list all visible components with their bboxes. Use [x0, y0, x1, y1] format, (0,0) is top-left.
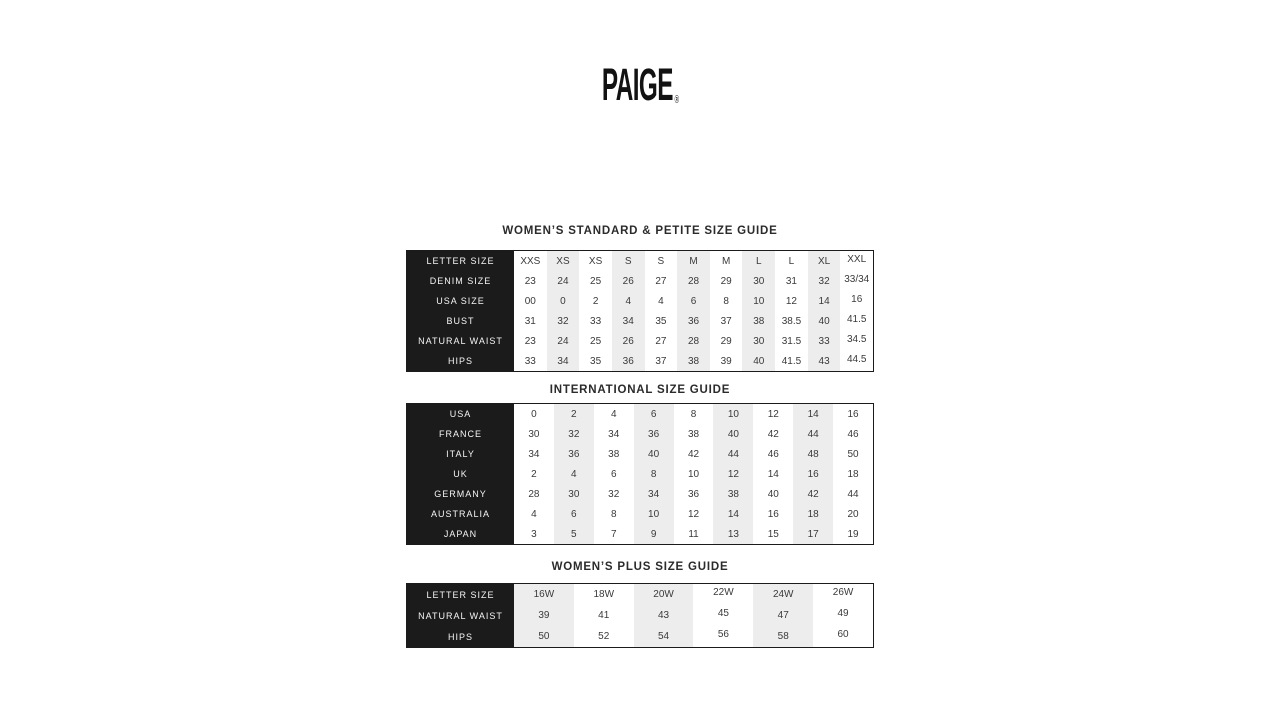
table-row [407, 584, 873, 605]
size-cell: 38 [608, 448, 620, 460]
size-cell: 00 [524, 295, 536, 307]
size-cell: 38 [742, 311, 775, 331]
size-cell: 18 [847, 468, 859, 480]
size-cell: 27 [655, 275, 667, 287]
size-cell: 17 [793, 524, 833, 544]
size-cell: 16 [847, 408, 859, 420]
size-cell: 16 [851, 293, 863, 305]
table-row [407, 484, 873, 504]
size-cell: 2 [531, 468, 537, 480]
table-row [407, 605, 873, 626]
table-row [407, 404, 873, 424]
size-cell: 41 [598, 610, 610, 621]
standard-petite-guide-section [406, 224, 874, 372]
size-cell: 36 [634, 424, 674, 444]
size-cell: 29 [720, 275, 732, 287]
size-cell: 31 [524, 315, 536, 327]
size-cell: 30 [554, 484, 594, 504]
size-cell: 31.5 [781, 335, 802, 347]
size-cell: 16W [514, 584, 574, 605]
size-cell: M [721, 255, 731, 267]
size-cell: 60 [837, 629, 849, 640]
size-cell: 25 [590, 335, 602, 347]
plus-guide-title: WOMEN’S PLUS SIZE GUIDE [551, 561, 729, 573]
row-header-italy: ITALY [407, 444, 514, 464]
size-cell: 28 [677, 331, 710, 351]
size-cell: 36 [687, 488, 700, 500]
table-row [407, 271, 873, 291]
table-row [407, 626, 873, 647]
table-row [407, 444, 873, 464]
size-cell: 50 [847, 448, 859, 460]
table-row [407, 424, 873, 444]
table-row [407, 251, 873, 271]
size-cell: 39 [514, 605, 574, 626]
size-cell: 4 [531, 508, 537, 520]
size-cell: 20 [847, 508, 859, 520]
row-header-usa-size: USA SIZE [407, 291, 514, 311]
size-cell: 33/34 [844, 273, 870, 285]
plus-size-table [406, 583, 874, 648]
table-row [407, 291, 873, 311]
size-cell: 0 [547, 291, 580, 311]
size-cell: 38 [713, 484, 753, 504]
size-cell: 6 [610, 468, 617, 480]
size-cell: 16 [793, 464, 833, 484]
size-cell: 5 [554, 524, 594, 544]
size-cell: 33 [590, 315, 602, 327]
size-cell: 24W [753, 584, 813, 605]
size-cell: 2 [554, 404, 594, 424]
size-cell: 46 [847, 428, 859, 440]
brand-logo-text: PAIGE [601, 59, 673, 110]
size-cell: 8 [634, 464, 674, 484]
size-cell: 13 [713, 524, 753, 544]
size-cell: 35 [590, 355, 602, 367]
size-cell: 42 [767, 428, 779, 440]
size-cell: M [677, 251, 710, 271]
size-cell: 38 [677, 351, 710, 371]
size-cell: 34 [634, 484, 674, 504]
row-header-hips: HIPS [407, 351, 514, 371]
size-cell: 14 [713, 504, 753, 524]
size-cell: 6 [554, 504, 594, 524]
size-cell: 37 [655, 355, 667, 367]
size-cell: 10 [742, 291, 775, 311]
size-cell: 48 [793, 444, 833, 464]
size-cell: 24 [547, 271, 580, 291]
size-cell: 28 [677, 271, 710, 291]
size-cell: 40 [742, 351, 775, 371]
size-cell: 31 [785, 275, 797, 287]
row-header-natural-waist: NATURAL WAIST [407, 331, 514, 351]
size-cell: 33 [524, 355, 536, 367]
size-cell: 9 [634, 524, 674, 544]
size-cell: 16 [767, 508, 779, 520]
row-header-usa: USA [407, 404, 514, 424]
size-cell: 23 [524, 335, 536, 347]
row-header-uk: UK [407, 464, 514, 484]
size-cell: XXL [847, 253, 867, 265]
brand-logo [0, 59, 1280, 110]
size-cell: 40 [808, 311, 841, 331]
size-cell: 44 [847, 488, 859, 500]
size-cell: 12 [785, 295, 797, 307]
size-cell: 15 [767, 528, 779, 540]
size-cell: 32 [808, 271, 841, 291]
size-cell: 54 [634, 626, 694, 647]
size-cell: 36 [612, 351, 645, 371]
size-cell: 8 [723, 295, 729, 307]
size-cell: 49 [837, 608, 849, 619]
size-cell: 24 [547, 331, 580, 351]
size-cell: S [657, 255, 665, 267]
size-cell: 36 [554, 444, 594, 464]
size-cell: 32 [547, 311, 580, 331]
size-cell: XS [588, 255, 603, 267]
size-guides [406, 224, 874, 648]
size-cell: 30 [528, 428, 540, 440]
size-cell: 56 [717, 629, 729, 640]
size-cell: 30 [742, 271, 775, 291]
size-cell: 7 [610, 528, 617, 540]
size-cell: 12 [767, 408, 779, 420]
size-cell: 38 [687, 428, 700, 440]
size-cell: 45 [717, 608, 729, 619]
size-cell: 6 [677, 291, 710, 311]
size-cell: 18 [793, 504, 833, 524]
size-cell: 40 [634, 444, 674, 464]
size-cell: 33 [808, 331, 841, 351]
size-cell: 52 [598, 631, 610, 642]
size-cell: L [742, 251, 775, 271]
international-size-table [406, 403, 874, 545]
size-cell: 46 [767, 448, 779, 460]
standard-petite-guide-title: WOMEN’S STANDARD & PETITE SIZE GUIDE [502, 225, 778, 237]
size-cell: 58 [753, 626, 813, 647]
table-row [407, 351, 873, 371]
size-cell: 20W [634, 584, 694, 605]
table-row [407, 331, 873, 351]
size-cell: 8 [610, 508, 617, 520]
size-cell: 8 [690, 408, 697, 420]
registered-trademark-icon: ® [674, 94, 679, 106]
size-cell: 26 [612, 331, 645, 351]
size-cell: 12 [687, 508, 700, 520]
size-cell: XXS [520, 255, 541, 267]
size-cell: 12 [713, 464, 753, 484]
size-cell: 14 [793, 404, 833, 424]
size-cell: 3 [531, 528, 537, 540]
size-cell: 10 [634, 504, 674, 524]
row-header-denim-size: DENIM SIZE [407, 271, 514, 291]
size-cell: 4 [658, 295, 664, 307]
size-cell: 39 [720, 355, 732, 367]
table-row [407, 504, 873, 524]
size-cell: 50 [514, 626, 574, 647]
international-guide-section [406, 383, 874, 545]
size-cell: 0 [531, 408, 537, 420]
size-cell: 32 [608, 488, 620, 500]
size-cell: 28 [528, 488, 540, 500]
plus-guide-section [406, 560, 874, 648]
size-cell: 10 [687, 468, 700, 480]
size-cell: 23 [524, 275, 536, 287]
size-cell: 44 [713, 444, 753, 464]
size-cell: 18W [593, 589, 615, 600]
size-cell: 29 [720, 335, 732, 347]
row-header-japan: JAPAN [407, 524, 514, 544]
row-header-bust: BUST [407, 311, 514, 331]
row-header-germany: GERMANY [407, 484, 514, 504]
size-cell: 25 [590, 275, 602, 287]
size-cell: 34.5 [846, 333, 867, 345]
size-cell: 4 [612, 291, 645, 311]
brand-logo-lockup [601, 59, 679, 110]
row-header-natural-waist: NATURAL WAIST [407, 605, 514, 626]
size-cell: 44.5 [846, 353, 867, 365]
size-cell: 14 [808, 291, 841, 311]
size-cell: 27 [655, 335, 667, 347]
size-cell: 11 [688, 528, 699, 540]
row-header-france: FRANCE [407, 424, 514, 444]
size-cell: XS [547, 251, 580, 271]
size-cell: 34 [547, 351, 580, 371]
size-cell: 2 [592, 295, 599, 307]
row-header-letter-size: LETTER SIZE [407, 584, 514, 605]
table-row [407, 311, 873, 331]
size-cell: 40 [767, 488, 779, 500]
size-cell: 36 [677, 311, 710, 331]
size-cell: 32 [554, 424, 594, 444]
size-cell: S [612, 251, 645, 271]
table-row [407, 524, 873, 544]
size-cell: 43 [634, 605, 694, 626]
size-cell: 37 [720, 315, 732, 327]
size-cell: 10 [713, 404, 753, 424]
size-cell: XL [808, 251, 841, 271]
size-cell: 43 [808, 351, 841, 371]
size-cell: 30 [742, 331, 775, 351]
size-cell: 6 [634, 404, 674, 424]
size-cell: 34 [612, 311, 645, 331]
size-cell: 41.5 [781, 355, 802, 367]
size-cell: 34 [528, 448, 540, 460]
size-cell: 4 [554, 464, 594, 484]
international-guide-title: INTERNATIONAL SIZE GUIDE [549, 384, 731, 396]
size-cell: 26W [832, 587, 854, 598]
row-header-letter-size: LETTER SIZE [407, 251, 514, 271]
row-header-australia: AUSTRALIA [407, 504, 514, 524]
size-cell: 42 [687, 448, 700, 460]
size-cell: 35 [655, 315, 667, 327]
size-cell: 42 [793, 484, 833, 504]
size-cell: 47 [753, 605, 813, 626]
row-header-hips: HIPS [407, 626, 514, 647]
size-cell: 22W [713, 587, 734, 598]
size-cell: 40 [713, 424, 753, 444]
table-row [407, 464, 873, 484]
size-cell: 4 [610, 408, 617, 420]
size-cell: 44 [793, 424, 833, 444]
size-cell: 19 [847, 528, 859, 540]
size-cell: 26 [612, 271, 645, 291]
size-cell: 41.5 [846, 313, 867, 325]
size-cell: 14 [767, 468, 779, 480]
size-cell: 38.5 [781, 315, 802, 327]
size-cell: 34 [608, 428, 620, 440]
size-cell: L [788, 255, 795, 267]
standard-petite-size-table [406, 250, 874, 372]
